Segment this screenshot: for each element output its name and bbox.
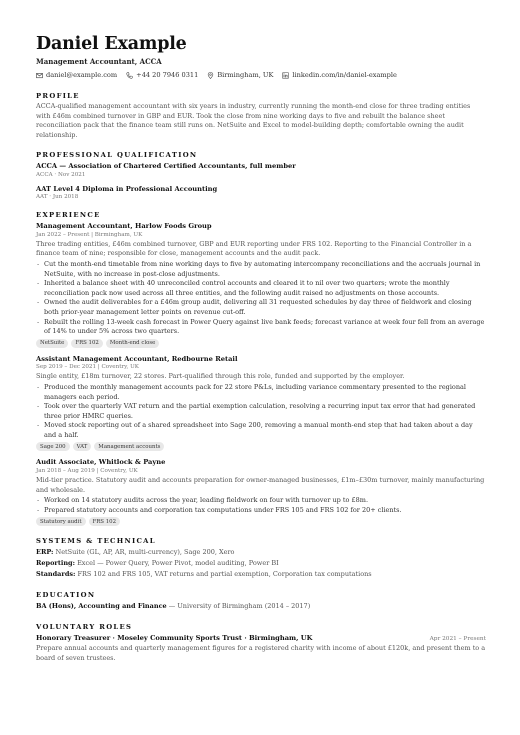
resume-page (36, 34, 486, 664)
job-meta: Sep 2019 – Dec 2021 | Coventry, UK (36, 364, 139, 371)
job-bullet: - Cut the month-end timetable from nine working days to five by automating intercompany reconciliations and the accruals journal in NetSuite, with no increase in post-close adjustments. (36, 260, 486, 279)
job-summary: Three trading entities, £46m combined turnover, GBP and EUR reporting under FRS 102. Reporting to the Financial Controller in a finance team of nine; responsible for close, management accounts and the audit pack. (36, 239, 472, 258)
voluntary-header (36, 634, 486, 642)
location-text: Birmingham, UK (217, 71, 274, 79)
skill-tag: NetSuite (36, 339, 68, 348)
phone-text: +44 20 7946 0311 (136, 71, 199, 79)
systems-row (36, 569, 486, 580)
qualification-name: ACCA — Association of Chartered Certified Accountants, full member (36, 162, 296, 171)
job-tags (36, 517, 486, 526)
systems-list (36, 547, 486, 580)
job-meta: Jan 2018 – Aug 2019 | Coventry, UK (36, 467, 138, 474)
mail-icon (36, 72, 43, 79)
contact-email[interactable] (36, 71, 117, 79)
systems-label: Reporting: (36, 559, 75, 568)
phone-icon (126, 72, 133, 79)
qualification-meta: AAT · Jun 2018 (36, 194, 79, 201)
job-bullet: - Moved stock reporting out of a shared spreadsheet into Sage 200, removing a manual month-end step that had taken about a day and a half. (36, 421, 486, 440)
job-bullets (36, 260, 486, 337)
skill-tag: Month-end close (106, 339, 159, 348)
voluntary-date: Apr 2021 – Present (429, 636, 486, 643)
profile-text: ACCA-qualified management accountant with six years in industry, currently running the month-end close for three trading entities with £46m combined turnover in GBP and EUR. Took the close from nine working days to five and rebuilt the balance sheet reconciliation pack that the finance team still runs on. NetSuite and Excel to model-building depth; comfortable owning the audit relationship. (36, 102, 471, 139)
systems-value: Excel — Power Query, Power Pivot, model auditing, Power BI (77, 559, 279, 568)
systems-label: ERP: (36, 548, 54, 557)
skill-tag: Management accounts (94, 442, 164, 451)
job-bullet: - Prepared statutory accounts and corporation tax computations under FRS 105 and FRS 102 for 20+ clients. (36, 506, 486, 516)
job-entry (36, 355, 486, 452)
linkedin-text: linkedin.com/in/daniel-example (292, 71, 397, 79)
job-entry (36, 222, 486, 347)
job-bullet: - Inherited a balance sheet with 40 unreconciled control accounts and cleared it to nil over two quarters; wrote the monthly reconciliation pack now used across all three entities, and the following audit raised no adjustments on those accounts. (36, 279, 486, 298)
voluntary-text: Prepare annual accounts and quarterly management figures for a registered charity with income of about £120k, and present them to a board of seven trustees. (36, 644, 486, 662)
systems-label: Standards: (36, 570, 76, 579)
voluntary-heading: VOLUNTARY ROLES (36, 623, 133, 632)
systems-value: NetSuite (GL, AP, AR, multi-currency), Sage 200, Xero (55, 548, 235, 557)
voluntary-role: Honorary Treasurer · Moseley Community Sports Trust · Birmingham, UK (36, 634, 313, 643)
profile-heading: PROFILE (36, 92, 80, 100)
skill-tag: Statutory audit (36, 517, 86, 526)
qualification-heading: PROFESSIONAL QUALIFICATION (36, 151, 198, 160)
job-bullets (36, 496, 486, 515)
contact-phone[interactable] (126, 71, 198, 79)
education-heading: EDUCATION (36, 591, 96, 600)
experience-heading: EXPERIENCE (36, 211, 101, 220)
job-entry (36, 458, 486, 526)
skill-tag: FRS 102 (89, 517, 121, 526)
job-bullet: - Produced the monthly management accounts pack for 22 store P&Ls, including variance commentary presented to the regional managers each period. (36, 383, 486, 402)
job-title: Audit Associate, Whitlock & Payne (36, 458, 166, 467)
job-bullet: - Owned the audit deliverables for a £46m group audit, delivering all 31 requested schedules by day three of fieldwork and closing both prior-year management letter points on revenue cut-off. (36, 298, 486, 317)
candidate-name: Daniel Example (36, 34, 187, 54)
contact-linkedin[interactable] (282, 71, 397, 79)
job-bullets (36, 383, 486, 441)
candidate-role: Management Accountant, ACCA (36, 57, 162, 66)
job-bullet: - Worked on 14 statutory audits across the year, leading fieldwork on four with turnover up to £8m. (36, 496, 486, 506)
skill-tag: FRS 102 (71, 339, 103, 348)
job-meta: Jan 2022 – Present | Birmingham, UK (36, 231, 143, 238)
systems-row (36, 547, 486, 558)
email-text: daniel@example.com (46, 71, 118, 79)
qualification-meta: ACCA · Nov 2021 (36, 171, 86, 178)
job-summary: Single entity, £18m turnover, 22 stores. Part-qualified through this role, funded and supported by the employer. (36, 372, 405, 381)
skill-tag: VAT (73, 442, 92, 451)
education-detail: — University of Birmingham (2014 – 2017) (168, 602, 311, 611)
systems-heading: SYSTEMS & TECHNICAL (36, 537, 156, 546)
linkedin-icon (282, 72, 289, 79)
skill-tag: Sage 200 (36, 442, 70, 451)
qualification-name: AAT Level 4 Diploma in Professional Accounting (36, 184, 218, 193)
education-degree: BA (Hons), Accounting and Finance (36, 602, 167, 611)
contact-bar (36, 71, 486, 79)
job-tags (36, 442, 486, 451)
job-bullet: - Rebuilt the rolling 13-week cash forecast in Power Query against live bank feeds; forecast variance at week four fell from an average of 14% to under 5% across two quarters. (36, 318, 486, 337)
systems-row (36, 558, 486, 569)
job-title: Management Accountant, Harlow Foods Group (36, 222, 212, 231)
education-entry (36, 601, 486, 612)
systems-value: FRS 102 and FRS 105, VAT returns and partial exemption, Corporation tax computations (77, 570, 372, 579)
job-summary: Mid-tier practice. Statutory audit and accounts preparation for owner-managed businesses, £1m–£30m turnover, mainly manufacturing and wholesale. (36, 475, 485, 494)
job-tags (36, 339, 486, 348)
job-title: Assistant Management Accountant, Redbourne Retail (36, 354, 238, 363)
job-bullet: - Took over the quarterly VAT return and the partial exemption calculation, resolving a recurring input tax error that had generated three prior HMRC queries. (36, 402, 486, 421)
map-pin-icon (207, 72, 214, 79)
contact-location (207, 71, 273, 79)
